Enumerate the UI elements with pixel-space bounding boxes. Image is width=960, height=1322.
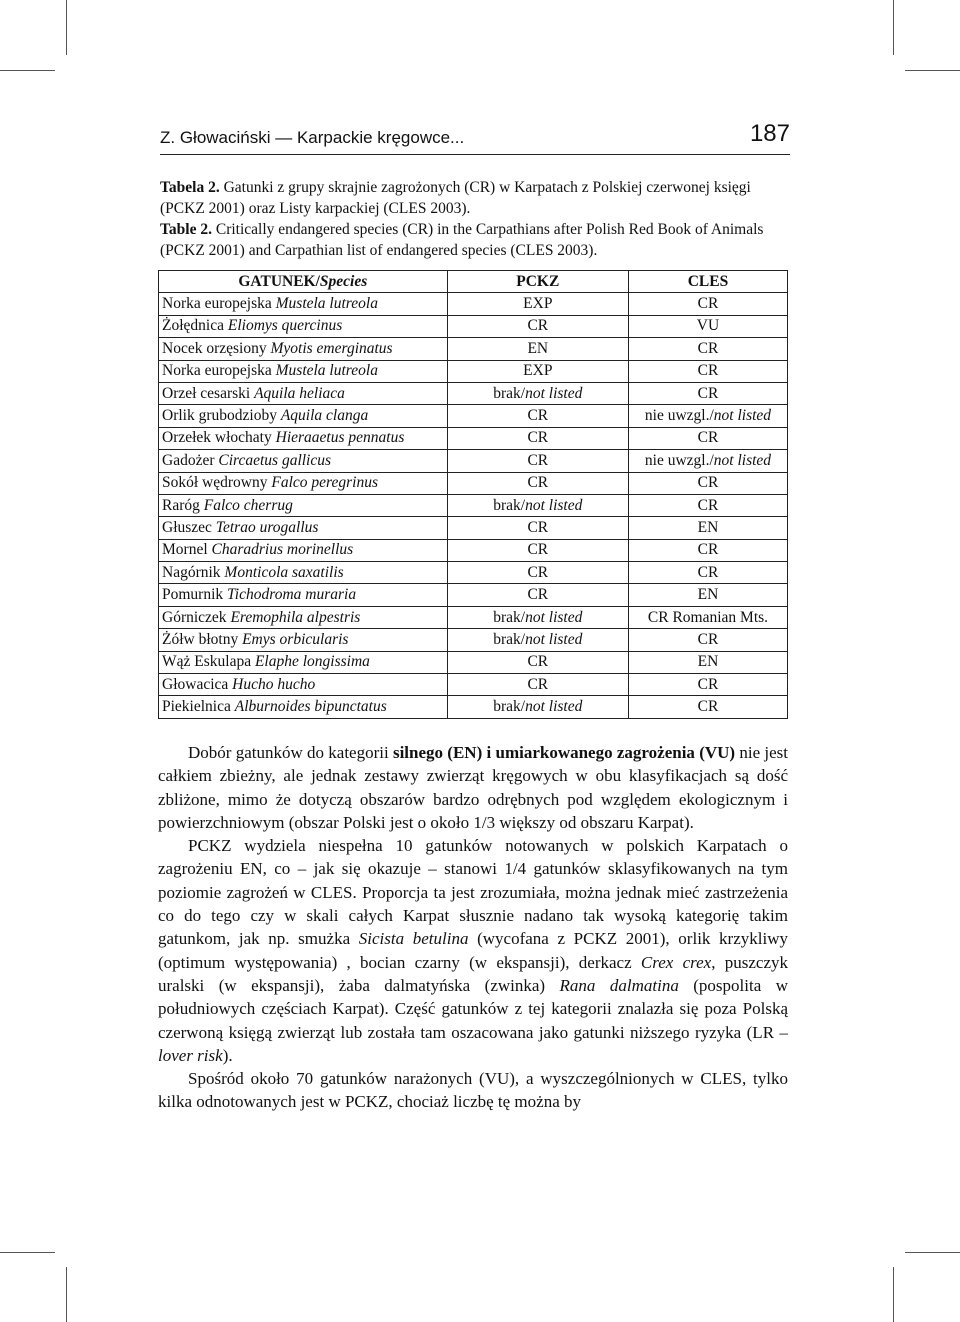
table-row xyxy=(159,517,788,539)
cles-status: CR xyxy=(697,541,719,559)
table-caption xyxy=(160,177,790,261)
cles-cell xyxy=(628,405,787,427)
paragraph-2 xyxy=(158,834,788,1067)
species-name-pl: Mornel xyxy=(162,541,212,559)
species-name-pl: Nagórnik xyxy=(162,563,225,581)
species-cell xyxy=(159,338,448,360)
pckz-cell xyxy=(447,696,628,718)
pckz-status: CR xyxy=(527,429,549,447)
cles-status: CR xyxy=(697,675,719,693)
cles-status: EN xyxy=(697,518,719,536)
cles-cell xyxy=(628,427,787,449)
latin-name: Crex crex xyxy=(640,952,712,972)
species-cell xyxy=(159,472,448,494)
crop-mark xyxy=(893,0,894,55)
header-cles: CLES xyxy=(628,271,787,293)
species-name-pl: Raróg xyxy=(162,496,204,514)
species-name-latin: Eremophila alpestris xyxy=(230,608,361,626)
latin-name: Rana dalmatina xyxy=(559,975,679,995)
species-name-latin: Myotis emerginatus xyxy=(270,339,393,357)
species-name-latin: Aquila clanga xyxy=(280,407,369,425)
crop-mark xyxy=(905,1252,960,1253)
cles-cell xyxy=(628,674,787,696)
species-cell xyxy=(159,450,448,472)
species-cell xyxy=(159,584,448,606)
pckz-status: CR xyxy=(527,317,549,335)
species-name-pl: Wąż Eskulapa xyxy=(162,653,255,671)
pckz-status: CR xyxy=(527,518,549,536)
text-run: nie jest całkiem zbieżny, ale jednak zestawy zwierząt kręgowych w obu klasyfikacjach są dość zbliżone, mimo że dotyczą obszarów bardzo odrębnych pod względem ekologicznym i powierzchniowym (obszar Polski jest o około 1/3 większy od obszaru Karpat). xyxy=(158,743,788,832)
species-cell xyxy=(159,405,448,427)
paragraph-1 xyxy=(158,741,788,834)
cles-cell xyxy=(628,315,787,337)
pckz-status-en: not listed xyxy=(525,384,583,402)
table-row xyxy=(159,293,788,315)
pckz-cell xyxy=(447,382,628,404)
cles-cell xyxy=(628,696,787,718)
species-cell xyxy=(159,629,448,651)
table-row xyxy=(159,629,788,651)
header-species xyxy=(159,271,448,293)
species-name-latin: Hieraaetus pennatus xyxy=(275,429,405,447)
table-row xyxy=(159,450,788,472)
pckz-cell xyxy=(447,539,628,561)
pckz-status-en: not listed xyxy=(525,496,583,514)
table-body xyxy=(159,293,788,718)
cles-status-en: not listed xyxy=(713,451,772,469)
pckz-status: brak/ xyxy=(493,698,526,716)
table-row xyxy=(159,539,788,561)
cles-cell xyxy=(628,450,787,472)
species-name-pl: Norka europejska xyxy=(162,295,276,313)
cles-cell xyxy=(628,584,787,606)
pckz-status: CR xyxy=(527,586,549,604)
caption-text-pl: Gatunki z grupy skrajnie zagrożonych (CR) w Karpatach z Polskiej czerwonej księgi (PCKZ 2001) oraz Listy karpackiej (CLES 2003). xyxy=(160,179,751,217)
cles-status: CR xyxy=(697,474,719,492)
species-name-latin: Charadrius morinellus xyxy=(211,541,354,559)
body-text xyxy=(158,741,788,1114)
species-cell xyxy=(159,606,448,628)
cles-cell xyxy=(628,517,787,539)
species-cell xyxy=(159,696,448,718)
pckz-status-en: not listed xyxy=(525,608,583,626)
italic-run: lover risk xyxy=(158,1045,223,1065)
cles-cell xyxy=(628,338,787,360)
pckz-status: brak/ xyxy=(493,630,526,648)
cles-cell xyxy=(628,472,787,494)
species-name-latin: Monticola saxatilis xyxy=(224,563,344,581)
pckz-status: CR xyxy=(527,563,549,581)
species-cell xyxy=(159,539,448,561)
species-name-latin: Emys orbicularis xyxy=(242,630,349,648)
pckz-cell xyxy=(447,674,628,696)
species-name-latin: Hucho hucho xyxy=(232,675,316,693)
cles-cell xyxy=(628,293,787,315)
species-cell xyxy=(159,562,448,584)
pckz-status: CR xyxy=(527,675,549,693)
species-cell xyxy=(159,517,448,539)
species-name-pl: Gadożer xyxy=(162,451,219,469)
pckz-status: brak/ xyxy=(493,384,526,402)
table-row xyxy=(159,674,788,696)
species-cell xyxy=(159,427,448,449)
header-species-pl: GATUNEK/ xyxy=(238,272,320,290)
cles-status-en: not listed xyxy=(713,407,772,425)
species-cell xyxy=(159,293,448,315)
cles-status: CR xyxy=(697,384,719,402)
running-title: Z. Głowaciński — Karpackie kręgowce... xyxy=(160,128,465,147)
text-run: ). xyxy=(222,1045,233,1065)
pckz-status-en: not listed xyxy=(525,698,583,716)
pckz-cell xyxy=(447,494,628,516)
pckz-status: CR xyxy=(527,407,549,425)
bold-run: silnego (EN) i umiarkowanego zagrożenia (VU) xyxy=(392,743,736,762)
table-row xyxy=(159,651,788,673)
species-name-latin: Eliomys quercinus xyxy=(227,317,343,335)
pckz-cell xyxy=(447,651,628,673)
pckz-cell xyxy=(447,629,628,651)
pckz-cell xyxy=(447,606,628,628)
cles-cell xyxy=(628,494,787,516)
species-name-pl: Orzełek włochaty xyxy=(162,429,276,447)
species-name-pl: Górniczek xyxy=(162,608,231,626)
table-header-row xyxy=(159,271,788,293)
pckz-cell xyxy=(447,517,628,539)
species-name-pl: Głowacica xyxy=(162,675,233,693)
table-row xyxy=(159,382,788,404)
species-name-pl: Orzeł cesarski xyxy=(162,384,255,402)
species-cell xyxy=(159,494,448,516)
species-name-pl: Piekielnica xyxy=(162,698,235,716)
cles-status: EN xyxy=(697,586,719,604)
caption-label-pl: Tabela 2. xyxy=(160,179,220,196)
pckz-cell xyxy=(447,293,628,315)
pckz-cell xyxy=(447,584,628,606)
pckz-cell xyxy=(447,427,628,449)
pckz-cell xyxy=(447,405,628,427)
text-run: Dobór gatunków do kategorii xyxy=(188,743,393,762)
table-row xyxy=(159,405,788,427)
page-number: 187 xyxy=(749,120,790,147)
table-row xyxy=(159,360,788,382)
pckz-status-en: not listed xyxy=(525,630,583,648)
species-name-latin: Falco peregrinus xyxy=(271,474,378,492)
species-cell xyxy=(159,382,448,404)
running-header xyxy=(160,120,790,155)
pckz-status: EN xyxy=(527,339,549,357)
table-row xyxy=(159,338,788,360)
species-name-pl: Głuszec xyxy=(162,518,216,536)
cles-status: CR xyxy=(697,339,719,357)
cles-status: CR Romanian Mts. xyxy=(647,608,769,626)
cles-cell xyxy=(628,539,787,561)
species-name-pl: Żołędnica xyxy=(162,317,228,335)
pckz-status: CR xyxy=(527,653,549,671)
pckz-status: brak/ xyxy=(493,496,526,514)
cles-cell xyxy=(628,562,787,584)
header-species-en: Species xyxy=(319,272,368,290)
table-row xyxy=(159,315,788,337)
species-cell xyxy=(159,651,448,673)
cles-status: CR xyxy=(697,295,719,313)
cles-status: CR xyxy=(697,496,719,514)
text-run: (wycofana z PCKZ 2001), orlik krzykliwy (optimum występowania) , bocian czarny (w ekspansji), derkacz xyxy=(158,929,788,972)
pckz-status: CR xyxy=(527,451,549,469)
species-name-pl: Norka europejska xyxy=(162,362,276,380)
header-pckz: PCKZ xyxy=(447,271,628,293)
table-row xyxy=(159,562,788,584)
table-row xyxy=(159,606,788,628)
pckz-status: EXP xyxy=(523,295,553,313)
table-row xyxy=(159,696,788,718)
pckz-cell xyxy=(447,450,628,472)
species-cell xyxy=(159,360,448,382)
cles-status: CR xyxy=(697,630,719,648)
species-name-latin: Falco cherrug xyxy=(203,496,293,514)
pckz-cell xyxy=(447,315,628,337)
cles-cell xyxy=(628,629,787,651)
pckz-cell xyxy=(447,360,628,382)
caption-english xyxy=(160,219,790,261)
cles-status: CR xyxy=(697,362,719,380)
cles-cell xyxy=(628,651,787,673)
table-row xyxy=(159,584,788,606)
text-run: (pospolita w południowych częściach Karpat). Część gatunków z tej kategorii znalazła się poza Polską czerwoną księgą zwierząt lub została tam oszacowana jako gatunki niższego ryzyka (LR – xyxy=(158,975,788,1042)
species-name-latin: Aquila heliaca xyxy=(254,384,345,402)
caption-polish xyxy=(160,177,790,219)
species-cell xyxy=(159,674,448,696)
crop-mark xyxy=(0,1252,55,1253)
cles-status: nie uwzgl./ xyxy=(644,407,714,425)
cles-cell xyxy=(628,606,787,628)
latin-name: Sicista betulina xyxy=(358,929,469,949)
text-run: PCKZ wydziela niespełna 10 gatunków notowanych w polskich Karpatach o zagrożeniu EN, co – jak się okazuje – stanowi 1/4 gatunków sklasyfikowanych na tym poziomie zagrożeń w CLES. Proporcja ta jest zrozumiała, można jednak mieć zastrzeżenia co do tego czy w skali całych Karpat słusznie nadano tak wysoką kategorię takim gatunkom, jak np. smużka xyxy=(158,836,788,949)
crop-mark xyxy=(893,1267,894,1322)
paragraph-3: Spośród około 70 gatunków narażonych (VU), a wyszczególnionych w CLES, tylko kilka odnotowanych jest w PCKZ, chociaż liczbę tę można by xyxy=(158,1069,788,1112)
crop-mark xyxy=(66,1267,67,1322)
crop-mark xyxy=(0,70,55,71)
table-row xyxy=(159,427,788,449)
species-name-latin: Tichodroma muraria xyxy=(227,586,357,604)
crop-mark xyxy=(905,70,960,71)
cles-cell xyxy=(628,360,787,382)
species-name-latin: Alburnoides bipunctatus xyxy=(234,698,387,716)
caption-text-en: Critically endangered species (CR) in the Carpathians after Polish Red Book of Animals (PCKZ 2001) and Carpathian list of endangered species (CLES 2003). xyxy=(160,221,764,259)
table-row xyxy=(159,494,788,516)
pckz-status: CR xyxy=(527,541,549,559)
cles-status: CR xyxy=(697,698,719,716)
pckz-status: brak/ xyxy=(493,608,526,626)
species-name-pl: Żółw błotny xyxy=(162,630,243,648)
pckz-cell xyxy=(447,472,628,494)
pckz-status: EXP xyxy=(523,362,553,380)
cles-status: VU xyxy=(696,317,720,335)
species-name-latin: Tetrao urogallus xyxy=(215,518,319,536)
text-run: , puszczyk uralski (w ekspansji), żaba dalmatyńska (zwinka) xyxy=(158,952,788,995)
species-name-pl: Pomurnik xyxy=(162,586,228,604)
table-row xyxy=(159,472,788,494)
cles-status: CR xyxy=(697,429,719,447)
pckz-status: CR xyxy=(527,474,549,492)
caption-label-en: Table 2. xyxy=(160,221,212,238)
species-name-latin: Circaetus gallicus xyxy=(218,451,332,469)
species-name-pl: Nocek orzęsiony xyxy=(162,339,271,357)
species-name-pl: Orlik grubodzioby xyxy=(162,407,281,425)
crop-mark xyxy=(66,0,67,55)
cles-cell xyxy=(628,382,787,404)
species-name-latin: Mustela lutreola xyxy=(275,362,378,380)
pckz-cell xyxy=(447,338,628,360)
species-name-pl: Sokół wędrowny xyxy=(162,474,272,492)
species-name-latin: Mustela lutreola xyxy=(275,295,378,313)
species-table xyxy=(158,270,788,719)
cles-status: nie uwzgl./ xyxy=(644,451,714,469)
species-name-latin: Elaphe longissima xyxy=(254,653,370,671)
species-cell xyxy=(159,315,448,337)
cles-status: CR xyxy=(697,563,719,581)
pckz-cell xyxy=(447,562,628,584)
cles-status: EN xyxy=(697,653,719,671)
